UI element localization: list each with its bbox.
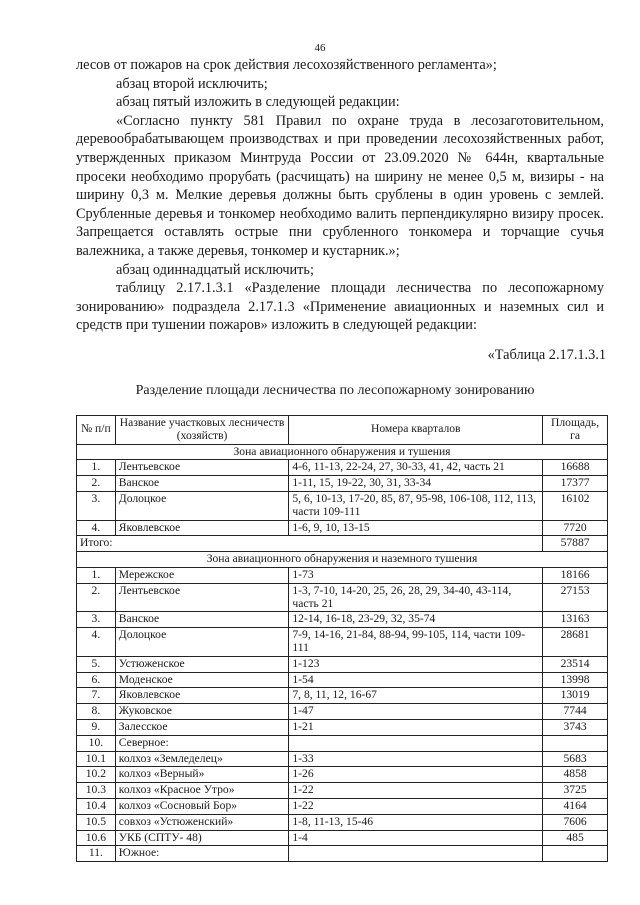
header-area: Площадь, га	[543, 416, 608, 445]
cell-name: Мережское	[115, 567, 289, 583]
total-row	[77, 536, 608, 552]
cell-num: 3.	[77, 491, 116, 520]
cell-area: 28681	[543, 628, 608, 657]
total-value: 57887	[543, 536, 608, 552]
cell-name: Устюженское	[115, 656, 289, 672]
cell-name: Залесское	[115, 719, 289, 735]
table-row	[77, 612, 608, 628]
cell-num: 4.	[77, 520, 116, 536]
table-row	[77, 719, 608, 735]
header-quarters: Номера кварталов	[289, 416, 543, 445]
page-number: 46	[314, 42, 326, 54]
cell-name: колхоз «Красное Утро»	[115, 783, 289, 799]
table-row	[77, 783, 608, 799]
cell-quarters	[289, 846, 543, 862]
cell-area: 3725	[543, 783, 608, 799]
cell-num: 9.	[77, 719, 116, 735]
cell-name: Ванское	[115, 612, 289, 628]
cell-area: 5683	[543, 751, 608, 767]
cell-quarters: 1-8, 11-13, 15-46	[289, 814, 543, 830]
cell-quarters: 4-6, 11-13, 22-24, 27, 30-33, 41, 42, часть 21	[289, 460, 543, 476]
cell-area: 4858	[543, 767, 608, 783]
cell-area: 485	[543, 830, 608, 846]
cell-area: 18166	[543, 567, 608, 583]
cell-area: 7606	[543, 814, 608, 830]
cell-num: 5.	[77, 656, 116, 672]
cell-area: 7744	[543, 704, 608, 720]
cell-quarters: 1-33	[289, 751, 543, 767]
cell-name: Яковлевское	[115, 688, 289, 704]
table-caption: «Таблица 2.17.1.3.1	[487, 347, 606, 363]
cell-area: 13998	[543, 672, 608, 688]
cell-num: 7.	[77, 688, 116, 704]
header-num: № п/п	[77, 416, 116, 445]
cell-name: совхоз «Устюженский»	[115, 814, 289, 830]
cell-area: 13019	[543, 688, 608, 704]
cell-num: 3.	[77, 612, 116, 628]
cell-quarters: 1-73	[289, 567, 543, 583]
cell-name: Долоцкое	[115, 628, 289, 657]
zone-header-row	[77, 552, 608, 568]
table-row	[77, 846, 608, 862]
zoning-table	[76, 415, 608, 862]
cell-quarters: 1-54	[289, 672, 543, 688]
cell-num: 1.	[77, 460, 116, 476]
cell-area: 4164	[543, 798, 608, 814]
table-row	[77, 476, 608, 492]
cell-num: 2.	[77, 583, 116, 612]
cell-num: 10.3	[77, 783, 116, 799]
table-row	[77, 830, 608, 846]
cell-quarters: 1-22	[289, 783, 543, 799]
table-row	[77, 688, 608, 704]
cell-area: 13163	[543, 612, 608, 628]
cell-quarters: 1-21	[289, 719, 543, 735]
table-row	[77, 520, 608, 536]
cell-quarters: 1-22	[289, 798, 543, 814]
table-body	[77, 444, 608, 862]
cell-quarters: 1-123	[289, 656, 543, 672]
cell-quarters: 1-26	[289, 767, 543, 783]
table-row	[77, 704, 608, 720]
cell-num: 11.	[77, 846, 116, 862]
table-row	[77, 567, 608, 583]
cell-quarters: 12-14, 16-18, 23-29, 32, 35-74	[289, 612, 543, 628]
cell-name: Моденское	[115, 672, 289, 688]
cell-name: Северное:	[115, 735, 289, 751]
cell-name: УКБ (СПТУ- 48)	[115, 830, 289, 846]
cell-name: колхоз «Верный»	[115, 767, 289, 783]
total-label: Итого:	[77, 536, 543, 552]
cell-num: 10.6	[77, 830, 116, 846]
table-title: Разделение площади лесничества по лесопожарному зонированию	[135, 383, 535, 398]
cell-name: колхоз «Сосновый Бор»	[115, 798, 289, 814]
table-row	[77, 672, 608, 688]
cell-num: 2.	[77, 476, 116, 492]
cell-quarters: 7, 8, 11, 12, 16-67	[289, 688, 543, 704]
table-row	[77, 491, 608, 520]
cell-area: 7720	[543, 520, 608, 536]
cell-num: 10.2	[77, 767, 116, 783]
cell-quarters: 1-47	[289, 704, 543, 720]
zone-title: Зона авиационного обнаружения и тушения	[77, 444, 608, 460]
cell-num: 10.5	[77, 814, 116, 830]
cell-num: 10.1	[77, 751, 116, 767]
cell-name: Долоцкое	[115, 491, 289, 520]
cell-num: 8.	[77, 704, 116, 720]
cell-area: 23514	[543, 656, 608, 672]
cell-name: Южное:	[115, 846, 289, 862]
table-row	[77, 656, 608, 672]
table-row	[77, 583, 608, 612]
zone-header-row	[77, 444, 608, 460]
paragraph: «Согласно пункту 581 Правил по охране труда в лесозаготовительном, деревообрабатывающем производствах и при проведении лесохозяйственных работ, утвержденных приказом Минтруда России от 23.09.2020 № 644н, квартальные просеки необходимо прорубать (расчищать) на ширину не менее 0,5 м, визиры - на ширину 0,3 м. Мелкие деревья должны быть срублены в один уровень с землей. Срубленные деревья и тонкомер необходимо валить перпендикулярно визиру просек. Запрещается оставлять острые пни срубленного тонкомера и торчащие сучья валежника, а также деревья, тонкомер и кустарник.»;	[76, 112, 604, 259]
table-row	[77, 735, 608, 751]
cell-name: Ванское	[115, 476, 289, 492]
paragraph: таблицу 2.17.1.3.1 «Разделение площади лесничества по лесопожарному зонированию» подраздела 2.17.1.3 «Применение авиационных и наземных сил и средств при тушении пожаров» изложить в следующей редакции:	[76, 280, 604, 334]
table-row	[77, 751, 608, 767]
cell-quarters: 7-9, 14-16, 21-84, 88-94, 99-105, 114, части 109-111	[289, 628, 543, 657]
cell-area: 17377	[543, 476, 608, 492]
table-row	[77, 798, 608, 814]
cell-num: 4.	[77, 628, 116, 657]
cell-quarters: 1-4	[289, 830, 543, 846]
table-row	[77, 460, 608, 476]
table-row	[77, 628, 608, 657]
cell-num: 10.4	[77, 798, 116, 814]
cell-area: 3743	[543, 719, 608, 735]
cell-num: 6.	[77, 672, 116, 688]
table-header-row	[77, 416, 608, 445]
body-text	[76, 56, 604, 335]
cell-quarters: 1-6, 9, 10, 13-15	[289, 520, 543, 536]
cell-name: Лентьевское	[115, 460, 289, 476]
cell-area: 27153	[543, 583, 608, 612]
header-name: Название участковых лесничеств (хозяйств)	[115, 416, 289, 445]
paragraph: абзац пятый изложить в следующей редакции:	[116, 94, 400, 111]
cell-quarters: 1-11, 15, 19-22, 30, 31, 33-34	[289, 476, 543, 492]
paragraph: абзац одиннадцатый исключить;	[116, 261, 314, 278]
cell-quarters: 5, 6, 10-13, 17-20, 85, 87, 95-98, 106-108, 112, 113, части 109-111	[289, 491, 543, 520]
cell-name: Жуковское	[115, 704, 289, 720]
cell-area: 16688	[543, 460, 608, 476]
cell-area	[543, 735, 608, 751]
cell-area: 16102	[543, 491, 608, 520]
cell-area	[543, 846, 608, 862]
zone-title: Зона авиационного обнаружения и наземного тушения	[77, 552, 608, 568]
cell-quarters	[289, 735, 543, 751]
paragraph: лесов от пожаров на срок действия лесохозяйственного регламента»;	[76, 57, 497, 73]
paragraph: абзац второй исключить;	[116, 75, 268, 92]
cell-quarters: 1-3, 7-10, 14-20, 25, 26, 28, 29, 34-40, 43-114, часть 21	[289, 583, 543, 612]
table-row	[77, 814, 608, 830]
cell-name: колхоз «Земледелец»	[115, 751, 289, 767]
cell-num: 10.	[77, 735, 116, 751]
cell-name: Лентьевское	[115, 583, 289, 612]
table-row	[77, 767, 608, 783]
cell-num: 1.	[77, 567, 116, 583]
cell-name: Яковлевское	[115, 520, 289, 536]
